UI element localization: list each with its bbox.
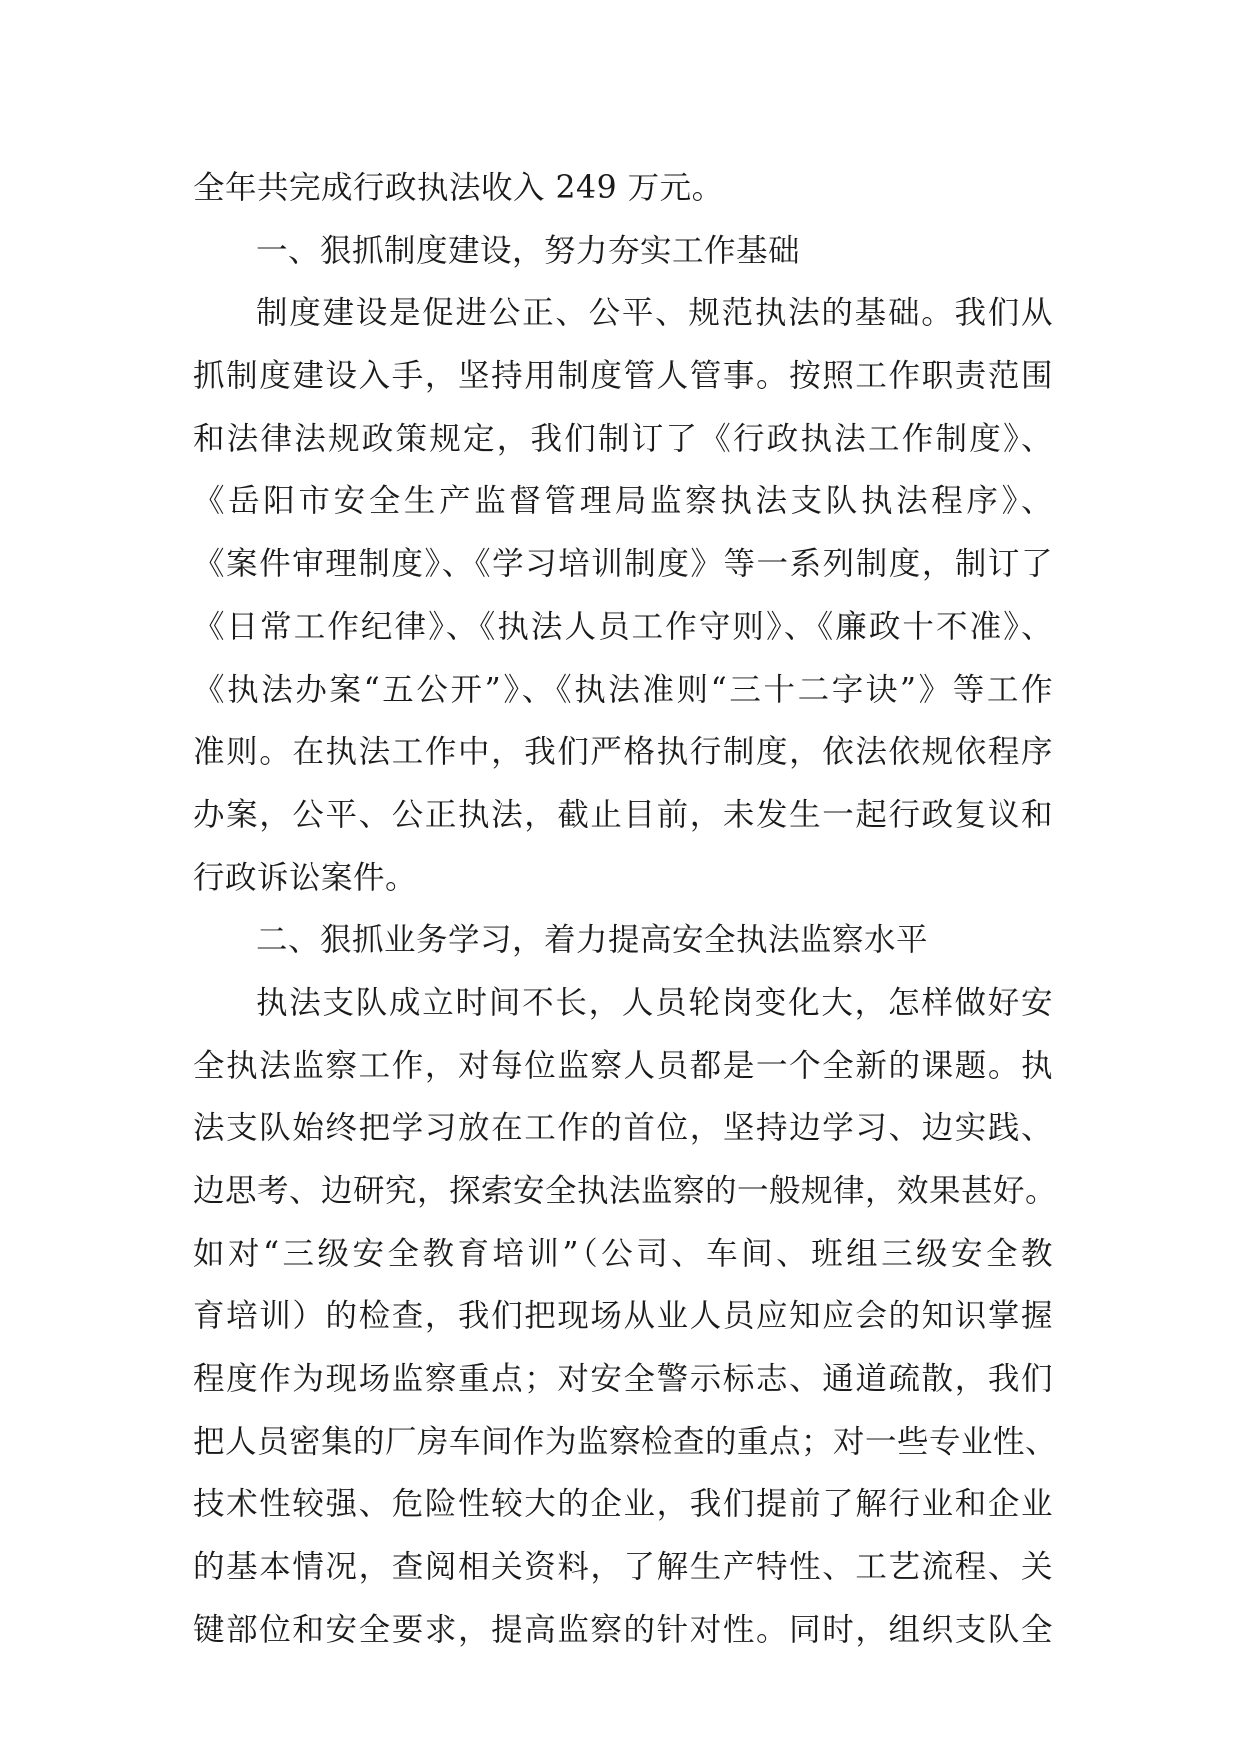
body-text [193,157,1058,1662]
text-line: 和法律法规政策规定，我们制订了《行政执法工作制度》、 [193,420,1053,457]
text-line: 技术性较强、危险性较大的企业，我们提前了解行业和企业 [193,1486,1053,1523]
text-line: 把人员密集的厂房车间作为监察检查的重点；对一些专业性、 [193,1423,1058,1460]
text-line: 法支队始终把学习放在工作的首位，坚持边学习、边实践、 [193,1110,1053,1147]
text-line: 程度作为现场监察重点；对安全警示标志、通道疏散，我们 [193,1361,1053,1398]
text-line: 行政诉讼案件。 [193,859,418,896]
text-line: 办案，公平、公正执法，截止目前，未发生一起行政复议和 [193,796,1053,833]
text-line: 全执法监察工作，对每位监察人员都是一个全新的课题。执 [193,1047,1053,1084]
section-heading: 一、狠抓制度建设，努力夯实工作基础 [256,232,801,269]
text-line: 的基本情况，查阅相关资料，了解生产特性、工艺流程、关 [193,1549,1053,1586]
text-line: 键部位和安全要求，提高监察的针对性。同时，组织支队全 [193,1611,1053,1648]
text-line: 《案件审理制度》、《学习培训制度》等一系列制度，制订了 [193,546,1053,583]
text-line: 准则。在执法工作中，我们严格执行制度，依法依规依程序 [193,734,1053,771]
text-line: 育培训）的检查，我们把现场从业人员应知应会的知识掌握 [193,1298,1053,1335]
text-line: 抓制度建设入手，坚持用制度管人管事。按照工作职责范围 [193,358,1053,395]
text-line: 如对“三级安全教育培训”（公司、车间、班组三级安全教 [193,1235,1053,1272]
text-line: 边思考、边研究，探索安全执法监察的一般规律，效果甚好。 [193,1173,1058,1209]
text-line: 制度建设是促进公正、公平、规范执法的基础。我们从 [256,295,1053,332]
text-line: 《岳阳市安全生产监督管理局监察执法支队执法程序》、 [193,483,1053,520]
text-line: 全年共完成行政执法收入 249 万元。 [193,170,724,206]
section-heading: 二、狠抓业务学习，着力提高安全执法监察水平 [256,922,929,959]
text-line: 执法支队成立时间不长，人员轮岗变化大，怎样做好安 [256,984,1053,1021]
text-line: 《日常工作纪律》、《执法人员工作守则》、《廉政十不准》、 [193,608,1053,645]
text-line: 《执法办案“五公开”》、《执法准则“三十二字诀”》等工作 [193,671,1053,708]
